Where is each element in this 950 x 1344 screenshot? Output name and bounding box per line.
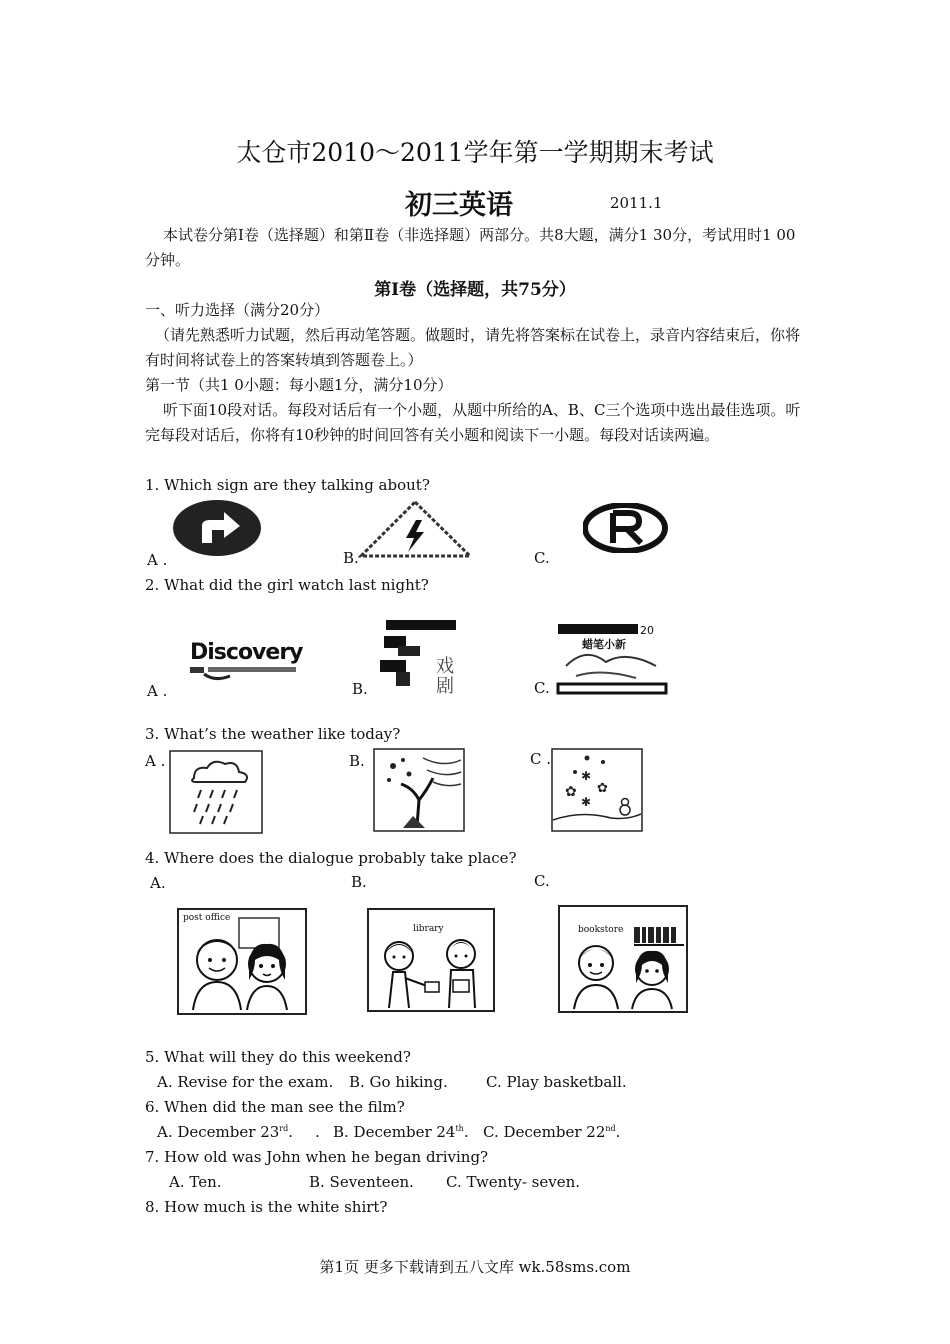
svg-text:✿: ✿: [597, 781, 608, 796]
exam-intro: 本试卷分第Ⅰ卷（选择题）和第Ⅱ卷（非选择题）两部分。共8大题，满分1 30分，考试用时1 00分钟。: [145, 226, 796, 269]
library-label: library: [413, 924, 444, 934]
question-1: 1. Which sign are they talking about?: [145, 476, 430, 494]
bookstore-label: bookstore: [578, 925, 624, 935]
section1-instructions: （请先熟悉听力试题，然后再动笔答题。做题时，请先将答案标在试卷上，录音内容结束后，你将有时间将试卷上的答案转填到答题卷上。）: [145, 326, 801, 369]
question-6: 6. When did the man see the film?: [145, 1098, 405, 1116]
q2-option-c: C.: [534, 679, 550, 697]
q4-option-a: A.: [150, 874, 166, 892]
q3-option-a: A .: [145, 752, 166, 770]
post-office-picture: [177, 908, 307, 1015]
q1-option-a: A .: [147, 551, 168, 569]
q4-option-c: C.: [534, 872, 550, 890]
question-8: 8. How much is the white shirt?: [145, 1198, 388, 1216]
bookstore-picture: [558, 905, 688, 1013]
discovery-tagline-icon: [190, 664, 300, 682]
svg-text:剧: 剧: [436, 676, 454, 696]
question-7: 7. How old was John when he began driving?: [145, 1148, 489, 1166]
q1-option-b: B.: [343, 549, 359, 567]
section1-sub-instructions: 听下面10段对话。每段对话后有一个小题，从题中所给的A、B、C三个选项中选出最佳选项。听完每段对话后，你将有10秒钟的时间回答有关小题和阅读下一小题。每段对话读两遍。: [145, 401, 801, 444]
registered-trademark-icon: [583, 503, 668, 553]
q6-option-c-text: C. December 22: [483, 1123, 606, 1141]
electric-warning-sign-icon: [358, 498, 473, 560]
q6-option-b-period: .: [463, 1123, 469, 1141]
post-office-label: post office: [183, 913, 231, 923]
q6-option-a: [157, 1123, 320, 1141]
turn-arrow-sign-icon: [172, 498, 262, 558]
two-kids-bookstore-icon: [560, 907, 686, 1011]
exam-title: 太仓市2010～2011学年第一学期期末考试: [236, 138, 714, 167]
rainy-weather-icon: [169, 750, 263, 834]
two-kids-library-icon: [369, 910, 493, 1010]
q7-option-b: B. Seventeen.: [309, 1173, 414, 1191]
svg-text:20: 20: [640, 624, 654, 637]
question-3: 3. What’s the weather like today?: [145, 725, 401, 743]
section1-subheading: 第一节（共1 0小题：每小题1分，满分10分）: [145, 376, 453, 394]
exam-subject: 初三英语: [405, 190, 513, 221]
q3-option-c: C .: [530, 750, 552, 768]
q6-option-a-suffix: rd: [279, 1124, 289, 1133]
q5-option-c: C. Play basketball.: [486, 1073, 627, 1091]
q2-option-b: B.: [352, 680, 368, 698]
snowy-weather-icon: [551, 748, 643, 832]
q7-option-a: A. Ten.: [169, 1173, 222, 1191]
q6-option-c-suffix: nd: [605, 1124, 616, 1133]
q6-option-c-period: .: [615, 1123, 621, 1141]
two-kids-post-office-icon: [179, 910, 305, 1013]
q6-option-a-text: A. December 23: [157, 1123, 280, 1141]
cartoon-program-icon: [556, 620, 671, 696]
q7-option-c: C. Twenty- seven.: [446, 1173, 581, 1191]
question-4: 4. Where does the dialogue probably take place?: [145, 849, 517, 867]
svg-text:✱: ✱: [581, 795, 592, 809]
part1-heading: 第Ⅰ卷（选择题，共75分）: [374, 280, 576, 300]
library-picture: [367, 908, 495, 1012]
question-5: 5. What will they do this weekend?: [145, 1048, 411, 1066]
q5-option-a: A. Revise for the exam.: [157, 1073, 334, 1091]
q2-option-a: A .: [147, 682, 168, 700]
q6-option-c: [483, 1123, 620, 1141]
q4-option-b: B.: [351, 873, 367, 891]
q6-option-b: [333, 1123, 469, 1141]
page-footer: 第1页 更多下载请到五八文库 wk.58sms.com: [319, 1258, 631, 1276]
q6-option-b-text: B. December 24: [333, 1123, 456, 1141]
q6-option-a-period: .: [288, 1123, 294, 1141]
q5-option-b: B. Go hiking.: [349, 1073, 448, 1091]
svg-text:蜡笔小新: 蜡笔小新: [582, 638, 626, 651]
q1-option-c: C.: [534, 549, 550, 567]
q6-option-b-suffix: th: [455, 1124, 464, 1133]
svg-text:戏: 戏: [436, 656, 454, 677]
q3-option-b: B.: [349, 752, 365, 770]
opera-program-icon: [378, 616, 470, 696]
svg-text:✱: ✱: [581, 769, 592, 783]
question-2: 2. What did the girl watch last night?: [145, 576, 429, 594]
q6-option-a-stray-dot: .: [315, 1123, 320, 1141]
svg-text:✿: ✿: [565, 784, 577, 800]
discovery-logo: Discovery: [190, 640, 303, 665]
exam-date: 2011.1: [610, 194, 663, 212]
section1-heading: 一、听力选择（满分20分）: [145, 301, 330, 319]
windy-weather-icon: [373, 748, 465, 832]
